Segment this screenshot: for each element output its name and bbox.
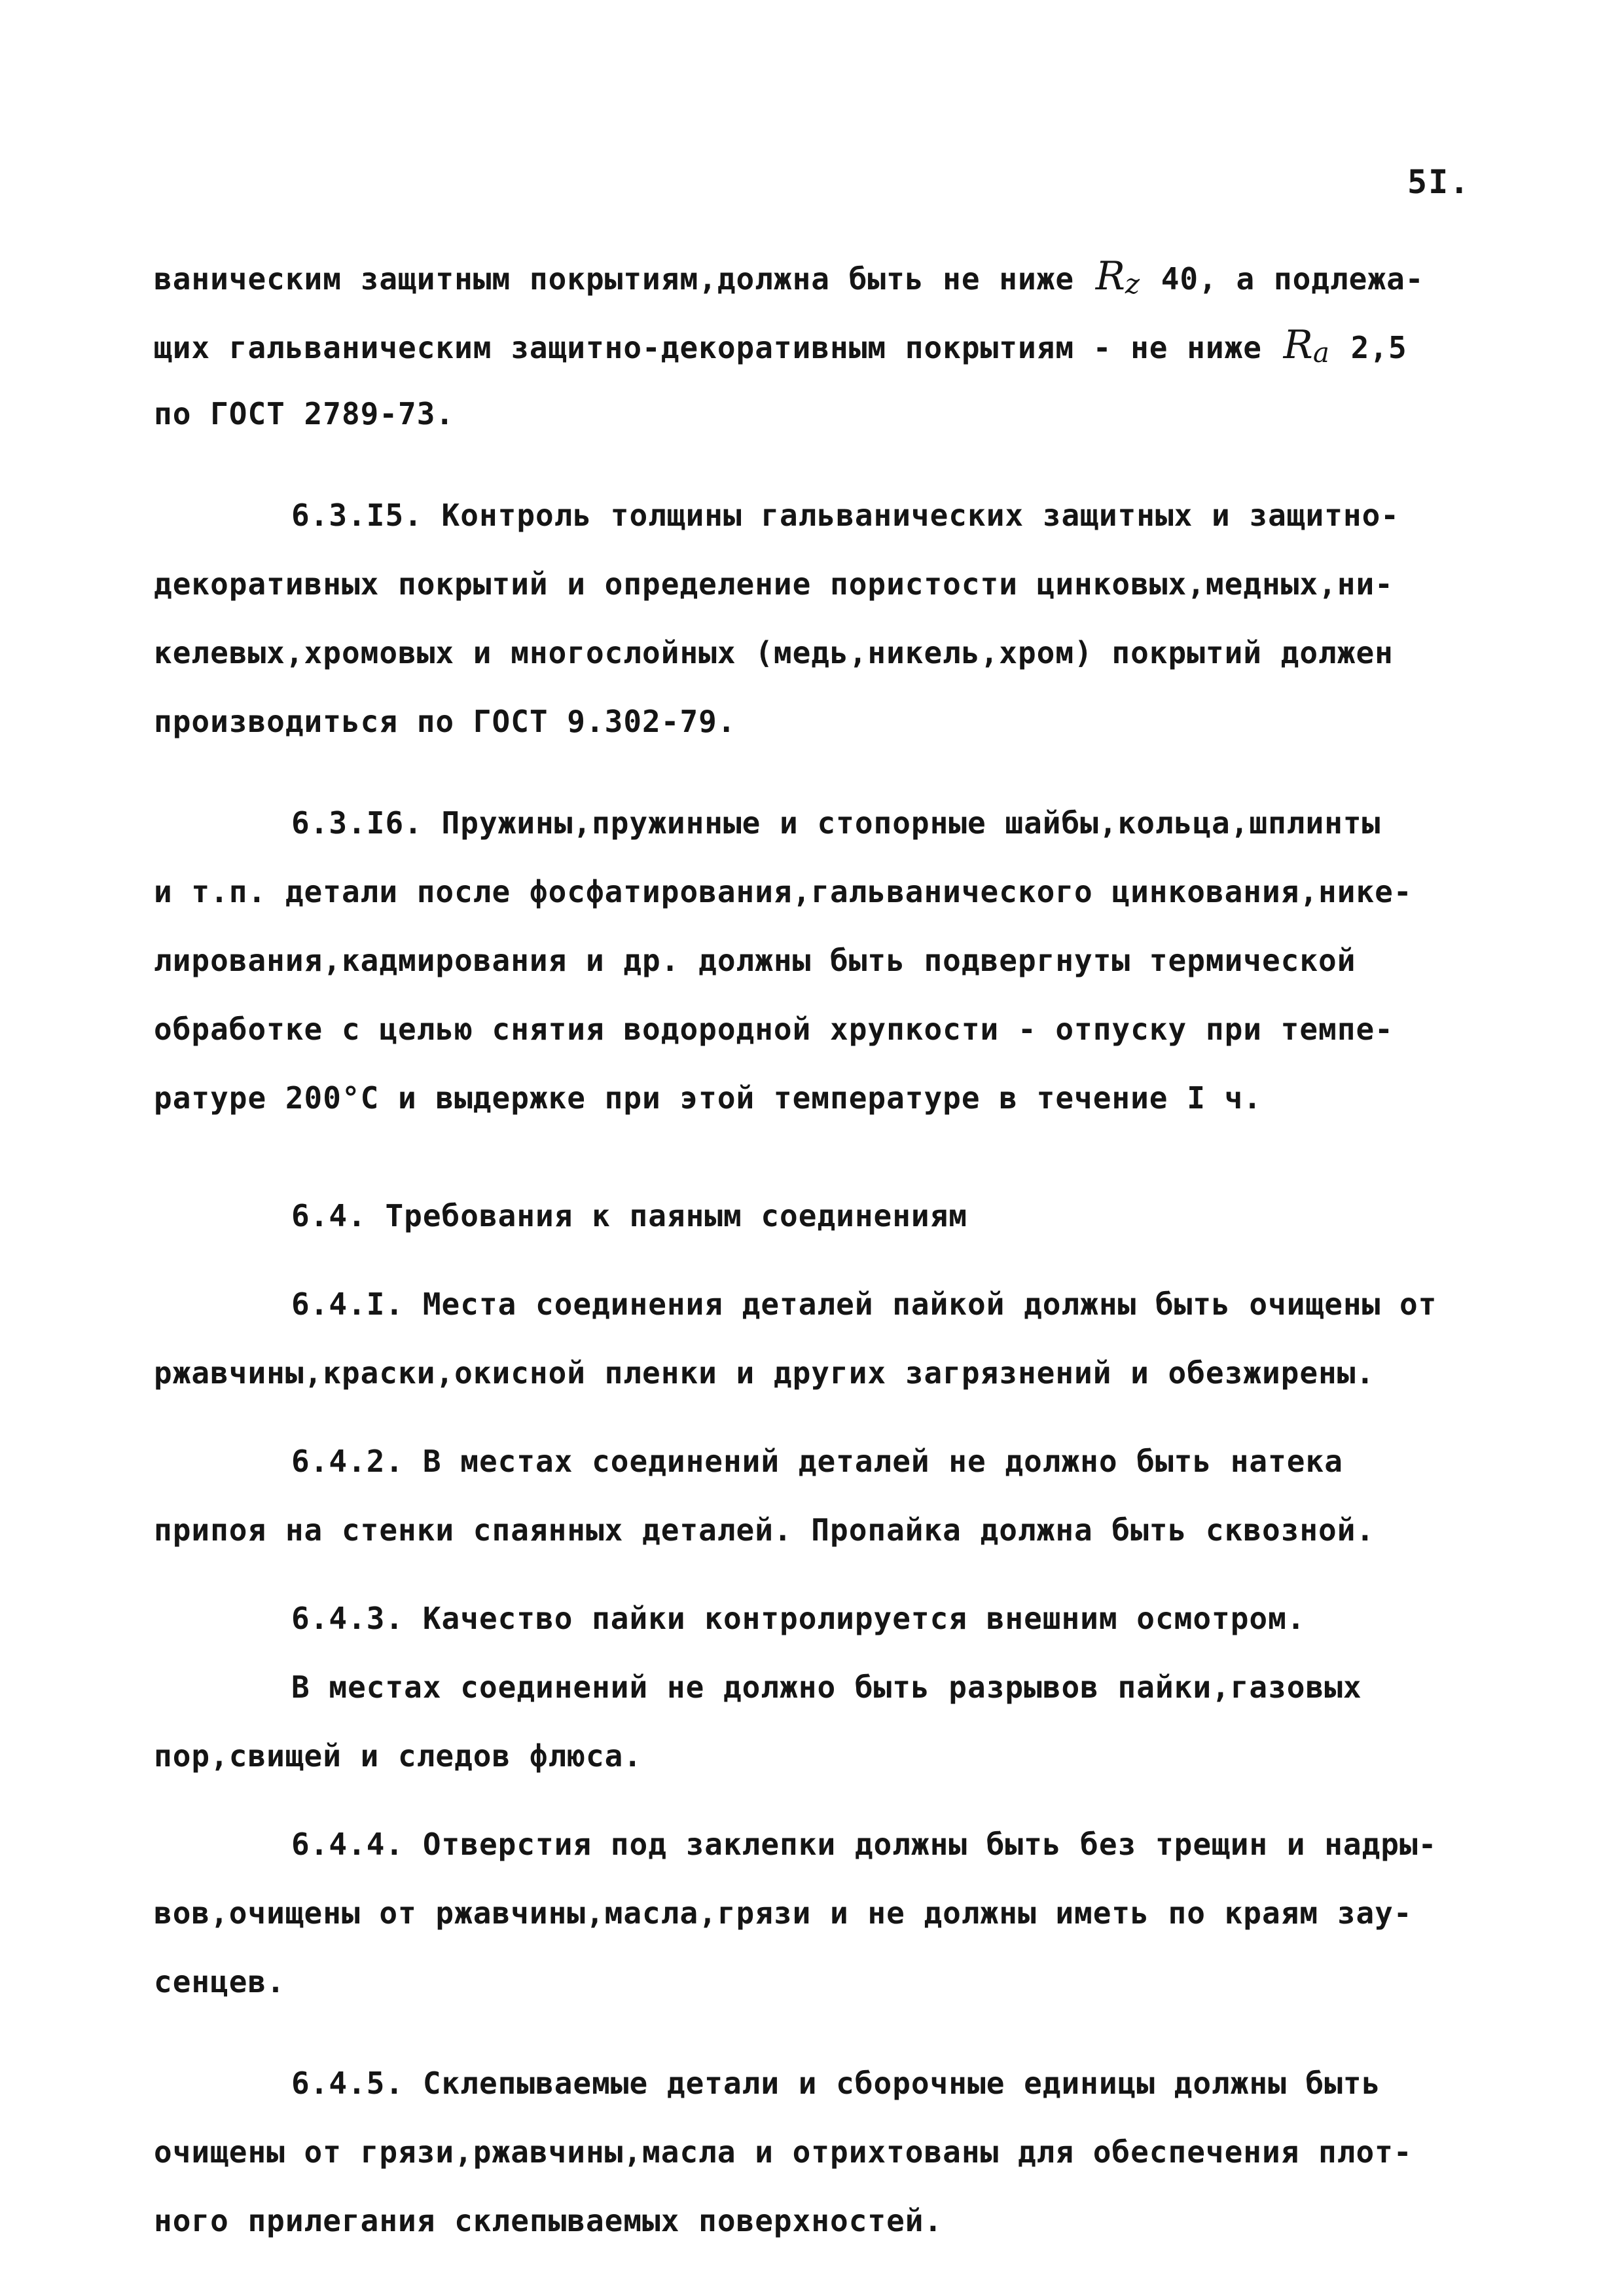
- text-line: декоративных покрытий и определение пористости цинковых,медных,ни-: [154, 566, 1394, 602]
- text-line: сенцев.: [154, 1964, 285, 1999]
- roughness-symbol-ra: $R_a$: [1283, 322, 1329, 369]
- paragraph-6-3-16-heading-line: 6.3.I6. Пружины,пружинные и стопорные шайбы,кольца,шплинты: [291, 805, 1381, 841]
- text-line: [154, 242, 1515, 311]
- paragraph-6-3-15-heading-line: 6.3.I5. Контроль толщины гальванических защитных и защитно-: [291, 498, 1399, 533]
- text-line: вов,очищены от ржавчины,масла,грязи и не должны иметь по краям зау-: [154, 1895, 1413, 1931]
- text-line: обработке с целью снятия водородной хрупкости - отпуску при темпе-: [154, 1011, 1394, 1047]
- text-line: и т.п. детали после фосфатирования,гальванического цинкования,нике-: [154, 874, 1413, 909]
- text-line: ратуре 200°С и выдержке при этой температуре в течение I ч.: [154, 1080, 1262, 1116]
- text-segment: 40, а подлежа-: [1142, 261, 1424, 297]
- text-line: келевых,хромовых и многослойных (медь,никель,хром) покрытий должен: [154, 635, 1394, 670]
- text-line: производиться по ГОСТ 9.302-79.: [154, 704, 736, 739]
- text-line: ржавчины,краски,окисной пленки и других загрязнений и обезжирены.: [154, 1355, 1375, 1391]
- text-line: В местах соединений не должно быть разрывов пайки,газовых: [291, 1669, 1362, 1705]
- text-line: [154, 311, 1515, 380]
- paragraph-6-4-3-heading-line: 6.4.3. Качество пайки контролируется внешним осмотром.: [291, 1601, 1306, 1636]
- text-segment: щих гальваническим защитно-декоративным покрытиям - не ниже: [154, 330, 1281, 365]
- text-line: лирования,кадмирования и др. должны быть подвергнуты термической: [154, 943, 1356, 978]
- paragraph-6-4-1-heading-line: 6.4.I. Места соединения деталей пайкой должны быть очищены от: [291, 1286, 1437, 1322]
- text-segment: ваническим защитным покрытиям,должна быть не ниже: [154, 261, 1093, 297]
- body-text: [154, 242, 1515, 2255]
- paragraph-6-4-2-heading-line: 6.4.2. В местах соединений деталей не должно быть натека: [291, 1444, 1343, 1479]
- text-line: пор,свищей и следов флюса.: [154, 1738, 643, 1774]
- text-line: припоя на стенки спаянных деталей. Пропайка должна быть сквозной.: [154, 1512, 1375, 1548]
- text-segment: 2,5: [1331, 330, 1407, 365]
- text-line: по ГОСТ 2789-73.: [154, 396, 455, 431]
- roughness-symbol-rz: $R_z$: [1095, 253, 1140, 300]
- section-6-4-heading: 6.4. Требования к паяным соединениям: [291, 1198, 967, 1233]
- paragraph-6-4-4-heading-line: 6.4.4. Отверстия под заклепки должны быть без трещин и надры-: [291, 1827, 1437, 1862]
- text-line: ного прилегания склепываемых поверхностей.: [154, 2203, 943, 2238]
- paragraph-6-4-5-heading-line: 6.4.5. Склепываемые детали и сборочные единицы должны быть: [291, 2066, 1381, 2101]
- text-line: очищены от грязи,ржавчины,масла и отрихтованы для обеспечения плот-: [154, 2134, 1413, 2170]
- page-number: 5I.: [1407, 163, 1471, 201]
